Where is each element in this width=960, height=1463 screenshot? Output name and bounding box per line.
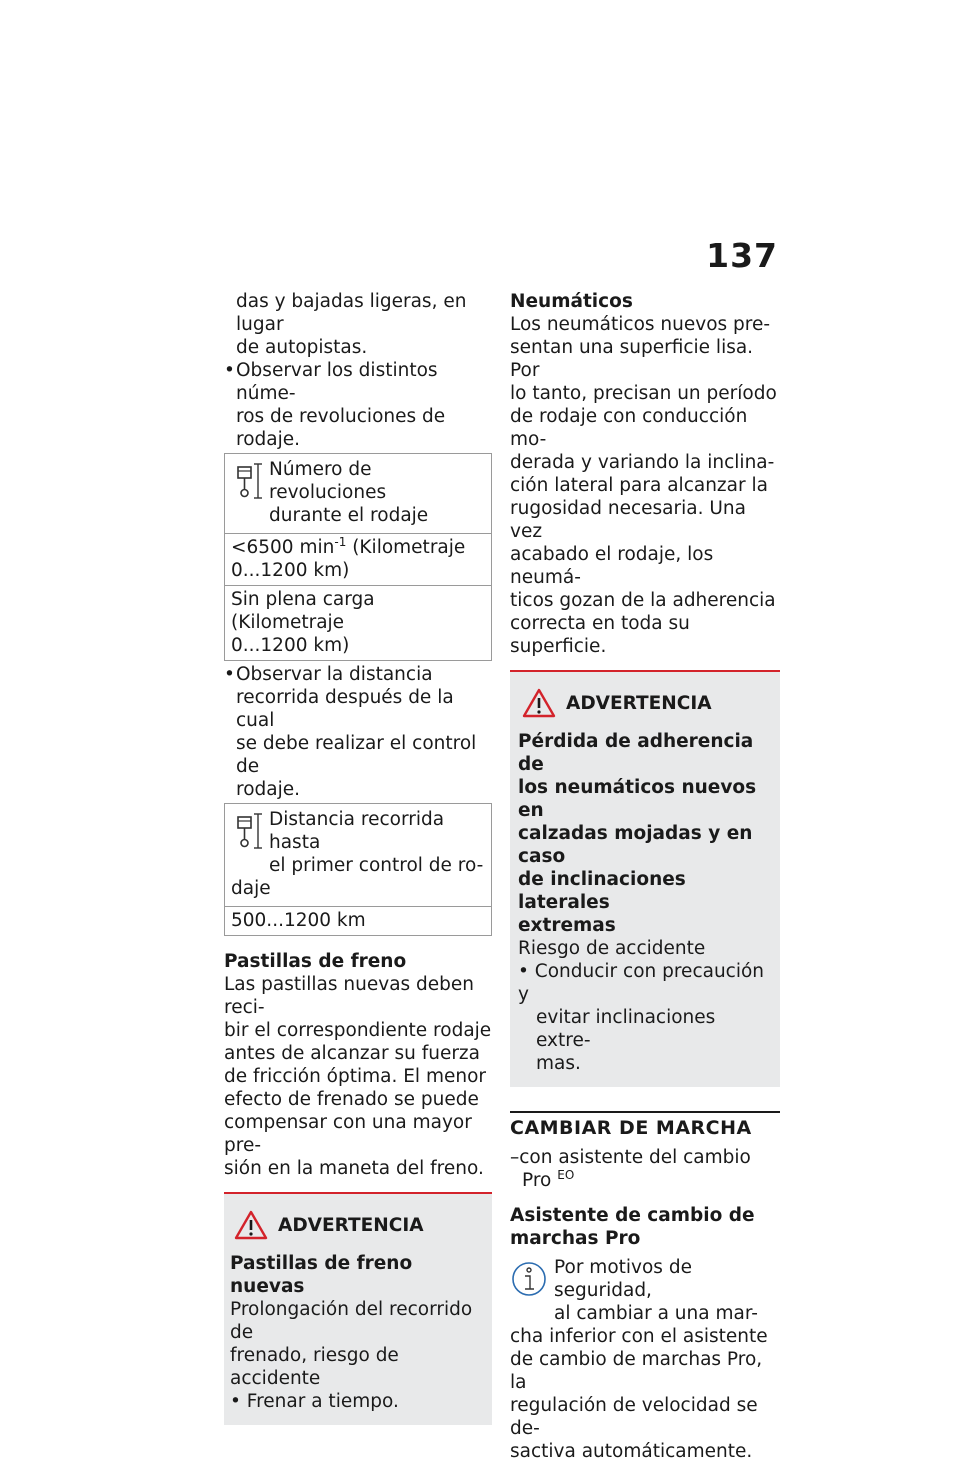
bullet-dot: • <box>224 664 235 685</box>
section-title: CAMBIAR DE MARCHA <box>510 1117 752 1139</box>
bullet-revolutions: • Observar los distintos núme- ros de revoluciones de rodaje. <box>224 360 446 450</box>
tires-heading: Neumáticos <box>510 291 633 312</box>
warning-title: Pastillas de freno nuevas <box>230 1253 413 1297</box>
equipment-note: –con asistente del cambio Pro $^{EO}$ <box>510 1147 751 1191</box>
info-note: Por motivos de seguridad, al cambiar a una mar- <box>510 1256 780 1325</box>
bullet-distance: • Observar la distancia recorrida después de la cual se debe realizar el control de rodaje. <box>224 664 477 800</box>
table-row: <6500 $\min^{-1}$ (Kilometraje 0...1200 km) <box>225 533 491 585</box>
piston-icon <box>235 812 265 852</box>
piston-icon <box>235 462 265 502</box>
table-header: Distancia recorrida hasta el primer control de ro- daje <box>231 809 484 899</box>
brakes-heading: Pastillas de freno <box>224 951 407 972</box>
intro-continuation: das y bajadas ligeras, en lugar de autopistas. <box>236 291 467 358</box>
distance-table <box>224 803 492 936</box>
table-header: Número de revoluciones durante el rodaje <box>225 454 491 533</box>
left-column <box>224 290 492 1425</box>
warning-header <box>518 688 774 718</box>
revolutions-table <box>224 453 492 661</box>
right-column: Neumáticos Los neumáticos nuevos pre- sentan una superficie lisa. Por lo tanto, precisan un período de rodaje con conducción mo- derada y variando la inclina- ción lateral para alcanzar la rugosidad necesaria. Una vez acabado el rodaje, los neumá- ticos gozan de la adherencia correcta en toda su superficie. ADVERTENCIA Pérdida de adherencia de los neumáticos nuevos en calzadas mojadas y en caso de inclinaciones laterales extremas Riesgo de accidente • Conducir con precaución y evitar inclinaciones extre- mas. CAMBIAR DE MARCHA –con asistente del cambio Pro $^{EO}$ Asistente de cambio de marchas Pro Por motivos de seguridad, al cambiar a una mar- cha inferior con el asistente de cambio de marchas Pro, la regulación de velocidad se de- sactiva automáticamente. <box>510 290 780 1463</box>
info-icon <box>510 1258 548 1298</box>
assist-heading: Asistente de cambio de marchas Pro <box>510 1205 755 1249</box>
section-divider <box>510 1111 780 1140</box>
warning-title: Pérdida de adherencia de los neumáticos nuevos en calzadas mojadas y en caso de inclinaciones laterales extremas <box>518 731 757 936</box>
page-number: 137 <box>706 236 778 275</box>
tires-text: Los neumáticos nuevos pre- sentan una superficie lisa. Por lo tanto, precisan un período de rodaje con conducción mo- derada y variando la inclina- ción lateral para alcanzar la rugosidad necesaria. Una vez acabado el rodaje, los neumá- ticos gozan de la adherencia correcta en toda su superficie. <box>510 314 777 657</box>
warning-triangle-icon <box>522 688 556 718</box>
table-row: 500...1200 km <box>225 906 491 935</box>
warning-bullet: • Frenar a tiempo. <box>230 1391 399 1412</box>
tire-warning-box: ADVERTENCIA Pérdida de adherencia de los neumáticos nuevos en calzadas mojadas y en caso de inclinaciones laterales extremas Riesgo de accidente • Conducir con precaución y evitar inclinaciones extre- mas. <box>510 670 780 1087</box>
bullet-dot: • <box>224 360 235 381</box>
warning-label: ADVERTENCIA <box>566 692 712 714</box>
warning-header <box>230 1210 486 1240</box>
warning-triangle-icon <box>234 1210 268 1240</box>
warning-bullet: • Conducir con precaución y <box>518 961 765 1005</box>
table-row: Sin plena carga (Kilometraje 0...1200 km) <box>225 585 491 660</box>
brakes-text: Las pastillas nuevas deben reci- bir el correspondiente rodaje antes de alcanzar su fuerza de fricción óptima. El menor efecto de frenado se puede compensar con una mayor pre- sión en la maneta del freno. <box>224 974 492 1179</box>
brake-warning-box: ADVERTENCIA Pastillas de freno nuevas Prolongación del recorrido de frenado, riesgo de accidente • Frenar a tiempo. <box>224 1192 492 1425</box>
warning-label: ADVERTENCIA <box>278 1214 424 1236</box>
